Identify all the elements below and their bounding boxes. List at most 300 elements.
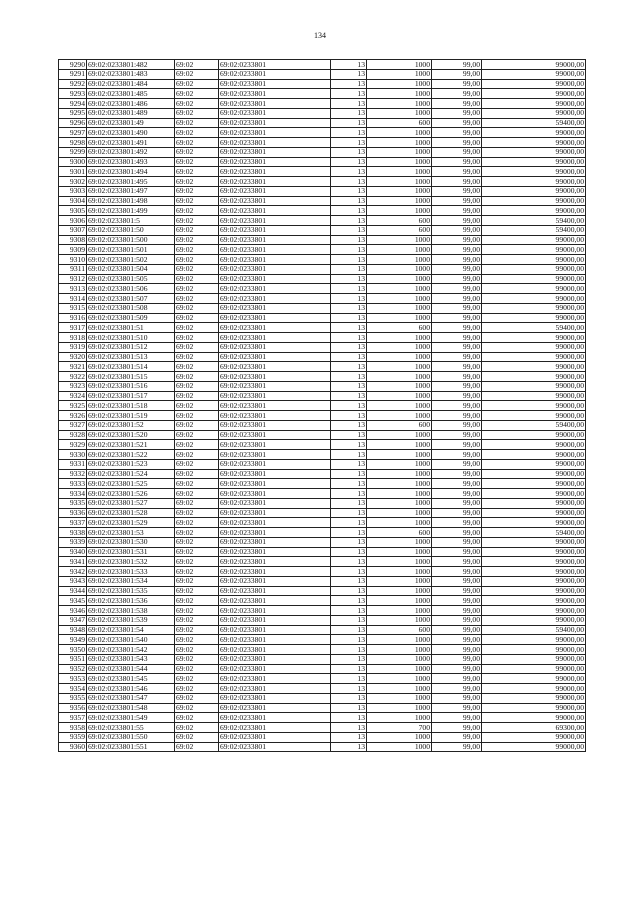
area-value-cell: 1000 [367, 713, 432, 723]
category-code-cell: 13 [331, 596, 367, 606]
block-number-cell: 69:02:0233801 [219, 567, 331, 577]
table-row [59, 440, 586, 450]
total-value-cell: 99000,00 [482, 489, 586, 499]
price-value-cell: 99,00 [432, 235, 482, 245]
cadastral-number-cell: 69:02:0233801:494 [87, 167, 175, 177]
cadastral-number-cell: 69:02:0233801:507 [87, 294, 175, 304]
category-code-cell: 13 [331, 372, 367, 382]
category-code-cell: 13 [331, 489, 367, 499]
table-row [59, 430, 586, 440]
total-value-cell: 99000,00 [482, 450, 586, 460]
price-value-cell: 99,00 [432, 216, 482, 226]
area-value-cell: 1000 [367, 537, 432, 547]
price-value-cell: 99,00 [432, 342, 482, 352]
price-value-cell: 99,00 [432, 635, 482, 645]
cadastral-number-cell: 69:02:0233801:550 [87, 732, 175, 742]
cadastral-number-cell: 69:02:0233801:484 [87, 79, 175, 89]
category-code-cell: 13 [331, 547, 367, 557]
table-row [59, 264, 586, 274]
block-number-cell: 69:02:0233801 [219, 235, 331, 245]
category-code-cell: 13 [331, 157, 367, 167]
row-number-cell: 9296 [59, 118, 87, 128]
cadastral-number-cell: 69:02:0233801:533 [87, 567, 175, 577]
district-code-cell: 69:02 [175, 274, 219, 284]
price-value-cell: 99,00 [432, 625, 482, 635]
block-number-cell: 69:02:0233801 [219, 684, 331, 694]
district-code-cell: 69:02 [175, 654, 219, 664]
block-number-cell: 69:02:0233801 [219, 303, 331, 313]
total-value-cell: 99000,00 [482, 99, 586, 109]
cadastral-number-cell: 69:02:0233801:500 [87, 235, 175, 245]
total-value-cell: 69300,00 [482, 723, 586, 733]
cadastral-number-cell: 69:02:0233801:485 [87, 89, 175, 99]
row-number-cell: 9334 [59, 489, 87, 499]
category-code-cell: 13 [331, 693, 367, 703]
row-number-cell: 9342 [59, 567, 87, 577]
category-code-cell: 13 [331, 557, 367, 567]
cadastral-number-cell: 69:02:0233801:520 [87, 430, 175, 440]
district-code-cell: 69:02 [175, 294, 219, 304]
cadastral-number-cell: 69:02:0233801:490 [87, 128, 175, 138]
table-row [59, 596, 586, 606]
block-number-cell: 69:02:0233801 [219, 498, 331, 508]
block-number-cell: 69:02:0233801 [219, 479, 331, 489]
price-value-cell: 99,00 [432, 723, 482, 733]
category-code-cell: 13 [331, 742, 367, 752]
category-code-cell: 13 [331, 518, 367, 528]
cadastral-number-cell: 69:02:0233801:543 [87, 654, 175, 664]
area-value-cell: 600 [367, 118, 432, 128]
cadastral-number-cell: 69:02:0233801:528 [87, 508, 175, 518]
table-row [59, 157, 586, 167]
price-value-cell: 99,00 [432, 99, 482, 109]
cadastral-number-cell: 69:02:0233801:515 [87, 372, 175, 382]
category-code-cell: 13 [331, 713, 367, 723]
area-value-cell: 1000 [367, 99, 432, 109]
district-code-cell: 69:02 [175, 489, 219, 499]
block-number-cell: 69:02:0233801 [219, 576, 331, 586]
category-code-cell: 13 [331, 60, 367, 70]
price-value-cell: 99,00 [432, 479, 482, 489]
district-code-cell: 69:02 [175, 411, 219, 421]
table-row [59, 732, 586, 742]
area-value-cell: 1000 [367, 401, 432, 411]
price-value-cell: 99,00 [432, 596, 482, 606]
total-value-cell: 99000,00 [482, 469, 586, 479]
category-code-cell: 13 [331, 479, 367, 489]
cadastral-number-cell: 69:02:0233801:482 [87, 60, 175, 70]
table-row [59, 274, 586, 284]
price-value-cell: 99,00 [432, 547, 482, 557]
row-number-cell: 9316 [59, 313, 87, 323]
total-value-cell: 99000,00 [482, 411, 586, 421]
row-number-cell: 9314 [59, 294, 87, 304]
registry-table [58, 59, 586, 752]
table-row [59, 459, 586, 469]
area-value-cell: 1000 [367, 157, 432, 167]
price-value-cell: 99,00 [432, 157, 482, 167]
cadastral-number-cell: 69:02:0233801:536 [87, 596, 175, 606]
table-row [59, 645, 586, 655]
table-row [59, 255, 586, 265]
total-value-cell: 99000,00 [482, 684, 586, 694]
cadastral-number-cell: 69:02:0233801:493 [87, 157, 175, 167]
block-number-cell: 69:02:0233801 [219, 79, 331, 89]
district-code-cell: 69:02 [175, 450, 219, 460]
district-code-cell: 69:02 [175, 557, 219, 567]
row-number-cell: 9343 [59, 576, 87, 586]
table-row [59, 245, 586, 255]
total-value-cell: 99000,00 [482, 596, 586, 606]
area-value-cell: 1000 [367, 294, 432, 304]
row-number-cell: 9332 [59, 469, 87, 479]
total-value-cell: 99000,00 [482, 459, 586, 469]
category-code-cell: 13 [331, 294, 367, 304]
price-value-cell: 99,00 [432, 381, 482, 391]
category-code-cell: 13 [331, 333, 367, 343]
row-number-cell: 9356 [59, 703, 87, 713]
district-code-cell: 69:02 [175, 264, 219, 274]
category-code-cell: 13 [331, 498, 367, 508]
price-value-cell: 99,00 [432, 450, 482, 460]
total-value-cell: 99000,00 [482, 264, 586, 274]
row-number-cell: 9291 [59, 69, 87, 79]
district-code-cell: 69:02 [175, 596, 219, 606]
area-value-cell: 1000 [367, 635, 432, 645]
price-value-cell: 99,00 [432, 713, 482, 723]
category-code-cell: 13 [331, 723, 367, 733]
area-value-cell: 1000 [367, 381, 432, 391]
block-number-cell: 69:02:0233801 [219, 128, 331, 138]
cadastral-number-cell: 69:02:0233801:538 [87, 606, 175, 616]
total-value-cell: 99000,00 [482, 742, 586, 752]
total-value-cell: 99000,00 [482, 284, 586, 294]
cadastral-number-cell: 69:02:0233801:534 [87, 576, 175, 586]
category-code-cell: 13 [331, 615, 367, 625]
category-code-cell: 13 [331, 430, 367, 440]
block-number-cell: 69:02:0233801 [219, 693, 331, 703]
cadastral-number-cell: 69:02:0233801:551 [87, 742, 175, 752]
table-row [59, 89, 586, 99]
block-number-cell: 69:02:0233801 [219, 615, 331, 625]
category-code-cell: 13 [331, 186, 367, 196]
district-code-cell: 69:02 [175, 693, 219, 703]
block-number-cell: 69:02:0233801 [219, 742, 331, 752]
category-code-cell: 13 [331, 537, 367, 547]
cadastral-number-cell: 69:02:0233801:498 [87, 196, 175, 206]
row-number-cell: 9309 [59, 245, 87, 255]
total-value-cell: 99000,00 [482, 606, 586, 616]
price-value-cell: 99,00 [432, 528, 482, 538]
category-code-cell: 13 [331, 128, 367, 138]
category-code-cell: 13 [331, 459, 367, 469]
row-number-cell: 9351 [59, 654, 87, 664]
price-value-cell: 99,00 [432, 674, 482, 684]
area-value-cell: 1000 [367, 303, 432, 313]
price-value-cell: 99,00 [432, 167, 482, 177]
district-code-cell: 69:02 [175, 118, 219, 128]
category-code-cell: 13 [331, 284, 367, 294]
total-value-cell: 99000,00 [482, 79, 586, 89]
area-value-cell: 1000 [367, 147, 432, 157]
district-code-cell: 69:02 [175, 420, 219, 430]
district-code-cell: 69:02 [175, 732, 219, 742]
price-value-cell: 99,00 [432, 147, 482, 157]
table-row [59, 186, 586, 196]
area-value-cell: 1000 [367, 186, 432, 196]
category-code-cell: 13 [331, 450, 367, 460]
price-value-cell: 99,00 [432, 372, 482, 382]
category-code-cell: 13 [331, 323, 367, 333]
cadastral-number-cell: 69:02:0233801:527 [87, 498, 175, 508]
category-code-cell: 13 [331, 654, 367, 664]
block-number-cell: 69:02:0233801 [219, 352, 331, 362]
cadastral-number-cell: 69:02:0233801:509 [87, 313, 175, 323]
cadastral-number-cell: 69:02:0233801:489 [87, 108, 175, 118]
area-value-cell: 1000 [367, 391, 432, 401]
total-value-cell: 99000,00 [482, 342, 586, 352]
block-number-cell: 69:02:0233801 [219, 635, 331, 645]
row-number-cell: 9307 [59, 225, 87, 235]
price-value-cell: 99,00 [432, 567, 482, 577]
cadastral-number-cell: 69:02:0233801:5 [87, 216, 175, 226]
cadastral-number-cell: 69:02:0233801:483 [87, 69, 175, 79]
category-code-cell: 13 [331, 99, 367, 109]
area-value-cell: 1000 [367, 352, 432, 362]
district-code-cell: 69:02 [175, 713, 219, 723]
table-row [59, 469, 586, 479]
area-value-cell: 600 [367, 323, 432, 333]
cadastral-number-cell: 69:02:0233801:513 [87, 352, 175, 362]
table-row [59, 450, 586, 460]
district-code-cell: 69:02 [175, 323, 219, 333]
row-number-cell: 9318 [59, 333, 87, 343]
total-value-cell: 99000,00 [482, 479, 586, 489]
total-value-cell: 99000,00 [482, 89, 586, 99]
table-row [59, 518, 586, 528]
price-value-cell: 99,00 [432, 576, 482, 586]
row-number-cell: 9360 [59, 742, 87, 752]
cadastral-number-cell: 69:02:0233801:535 [87, 586, 175, 596]
price-value-cell: 99,00 [432, 352, 482, 362]
cadastral-number-cell: 69:02:0233801:548 [87, 703, 175, 713]
district-code-cell: 69:02 [175, 79, 219, 89]
cadastral-number-cell: 69:02:0233801:505 [87, 274, 175, 284]
price-value-cell: 99,00 [432, 498, 482, 508]
district-code-cell: 69:02 [175, 567, 219, 577]
area-value-cell: 1000 [367, 450, 432, 460]
block-number-cell: 69:02:0233801 [219, 186, 331, 196]
row-number-cell: 9335 [59, 498, 87, 508]
district-code-cell: 69:02 [175, 469, 219, 479]
table-row [59, 235, 586, 245]
category-code-cell: 13 [331, 206, 367, 216]
cadastral-number-cell: 69:02:0233801:542 [87, 645, 175, 655]
block-number-cell: 69:02:0233801 [219, 264, 331, 274]
district-code-cell: 69:02 [175, 703, 219, 713]
category-code-cell: 13 [331, 664, 367, 674]
total-value-cell: 59400,00 [482, 625, 586, 635]
price-value-cell: 99,00 [432, 420, 482, 430]
cadastral-number-cell: 69:02:0233801:501 [87, 245, 175, 255]
table-row [59, 674, 586, 684]
district-code-cell: 69:02 [175, 352, 219, 362]
category-code-cell: 13 [331, 381, 367, 391]
category-code-cell: 13 [331, 167, 367, 177]
price-value-cell: 99,00 [432, 654, 482, 664]
category-code-cell: 13 [331, 108, 367, 118]
district-code-cell: 69:02 [175, 235, 219, 245]
total-value-cell: 99000,00 [482, 645, 586, 655]
area-value-cell: 1000 [367, 167, 432, 177]
area-value-cell: 1000 [367, 654, 432, 664]
price-value-cell: 99,00 [432, 615, 482, 625]
district-code-cell: 69:02 [175, 664, 219, 674]
price-value-cell: 99,00 [432, 333, 482, 343]
cadastral-number-cell: 69:02:0233801:516 [87, 381, 175, 391]
cadastral-number-cell: 69:02:0233801:510 [87, 333, 175, 343]
area-value-cell: 1000 [367, 547, 432, 557]
area-value-cell: 1000 [367, 177, 432, 187]
price-value-cell: 99,00 [432, 323, 482, 333]
block-number-cell: 69:02:0233801 [219, 664, 331, 674]
total-value-cell: 59400,00 [482, 323, 586, 333]
price-value-cell: 99,00 [432, 264, 482, 274]
row-number-cell: 9303 [59, 186, 87, 196]
table-row [59, 723, 586, 733]
price-value-cell: 99,00 [432, 430, 482, 440]
cadastral-number-cell: 69:02:0233801:497 [87, 186, 175, 196]
table-row [59, 381, 586, 391]
table-row [59, 108, 586, 118]
block-number-cell: 69:02:0233801 [219, 401, 331, 411]
row-number-cell: 9352 [59, 664, 87, 674]
area-value-cell: 1000 [367, 138, 432, 148]
cadastral-number-cell: 69:02:0233801:526 [87, 489, 175, 499]
total-value-cell: 59400,00 [482, 118, 586, 128]
table-row [59, 576, 586, 586]
total-value-cell: 99000,00 [482, 654, 586, 664]
total-value-cell: 99000,00 [482, 138, 586, 148]
table-row [59, 99, 586, 109]
table-row [59, 654, 586, 664]
cadastral-number-cell: 69:02:0233801:530 [87, 537, 175, 547]
cadastral-number-cell: 69:02:0233801:52 [87, 420, 175, 430]
cadastral-number-cell: 69:02:0233801:486 [87, 99, 175, 109]
area-value-cell: 1000 [367, 342, 432, 352]
row-number-cell: 9301 [59, 167, 87, 177]
price-value-cell: 99,00 [432, 69, 482, 79]
area-value-cell: 1000 [367, 684, 432, 694]
block-number-cell: 69:02:0233801 [219, 606, 331, 616]
cadastral-number-cell: 69:02:0233801:544 [87, 664, 175, 674]
district-code-cell: 69:02 [175, 303, 219, 313]
category-code-cell: 13 [331, 508, 367, 518]
total-value-cell: 99000,00 [482, 303, 586, 313]
price-value-cell: 99,00 [432, 225, 482, 235]
block-number-cell: 69:02:0233801 [219, 372, 331, 382]
block-number-cell: 69:02:0233801 [219, 177, 331, 187]
block-number-cell: 69:02:0233801 [219, 430, 331, 440]
category-code-cell: 13 [331, 645, 367, 655]
area-value-cell: 1000 [367, 586, 432, 596]
district-code-cell: 69:02 [175, 508, 219, 518]
row-number-cell: 9337 [59, 518, 87, 528]
area-value-cell: 1000 [367, 596, 432, 606]
total-value-cell: 99000,00 [482, 430, 586, 440]
category-code-cell: 13 [331, 303, 367, 313]
block-number-cell: 69:02:0233801 [219, 586, 331, 596]
cadastral-number-cell: 69:02:0233801:521 [87, 440, 175, 450]
price-value-cell: 99,00 [432, 411, 482, 421]
district-code-cell: 69:02 [175, 99, 219, 109]
district-code-cell: 69:02 [175, 245, 219, 255]
cadastral-number-cell: 69:02:0233801:523 [87, 459, 175, 469]
area-value-cell: 1000 [367, 674, 432, 684]
cadastral-number-cell: 69:02:0233801:53 [87, 528, 175, 538]
block-number-cell: 69:02:0233801 [219, 89, 331, 99]
table-row [59, 498, 586, 508]
area-value-cell: 1000 [367, 693, 432, 703]
cadastral-number-cell: 69:02:0233801:499 [87, 206, 175, 216]
total-value-cell: 99000,00 [482, 440, 586, 450]
area-value-cell: 1000 [367, 284, 432, 294]
block-number-cell: 69:02:0233801 [219, 108, 331, 118]
row-number-cell: 9299 [59, 147, 87, 157]
price-value-cell: 99,00 [432, 245, 482, 255]
row-number-cell: 9320 [59, 352, 87, 362]
category-code-cell: 13 [331, 586, 367, 596]
district-code-cell: 69:02 [175, 547, 219, 557]
total-value-cell: 99000,00 [482, 177, 586, 187]
price-value-cell: 99,00 [432, 693, 482, 703]
total-value-cell: 99000,00 [482, 703, 586, 713]
category-code-cell: 13 [331, 225, 367, 235]
row-number-cell: 9324 [59, 391, 87, 401]
cadastral-number-cell: 69:02:0233801:519 [87, 411, 175, 421]
row-number-cell: 9346 [59, 606, 87, 616]
row-number-cell: 9312 [59, 274, 87, 284]
price-value-cell: 99,00 [432, 128, 482, 138]
cadastral-number-cell: 69:02:0233801:518 [87, 401, 175, 411]
total-value-cell: 99000,00 [482, 635, 586, 645]
category-code-cell: 13 [331, 138, 367, 148]
area-value-cell: 600 [367, 225, 432, 235]
area-value-cell: 1000 [367, 411, 432, 421]
row-number-cell: 9336 [59, 508, 87, 518]
table-row [59, 225, 586, 235]
total-value-cell: 99000,00 [482, 206, 586, 216]
category-code-cell: 13 [331, 411, 367, 421]
table-row [59, 303, 586, 313]
row-number-cell: 9315 [59, 303, 87, 313]
table-row [59, 118, 586, 128]
table-row [59, 567, 586, 577]
area-value-cell: 1000 [367, 274, 432, 284]
cadastral-number-cell: 69:02:0233801:51 [87, 323, 175, 333]
table-row [59, 489, 586, 499]
row-number-cell: 9323 [59, 381, 87, 391]
block-number-cell: 69:02:0233801 [219, 654, 331, 664]
table-row [59, 147, 586, 157]
table-row [59, 284, 586, 294]
district-code-cell: 69:02 [175, 372, 219, 382]
row-number-cell: 9306 [59, 216, 87, 226]
area-value-cell: 1000 [367, 567, 432, 577]
total-value-cell: 99000,00 [482, 381, 586, 391]
district-code-cell: 69:02 [175, 157, 219, 167]
row-number-cell: 9298 [59, 138, 87, 148]
